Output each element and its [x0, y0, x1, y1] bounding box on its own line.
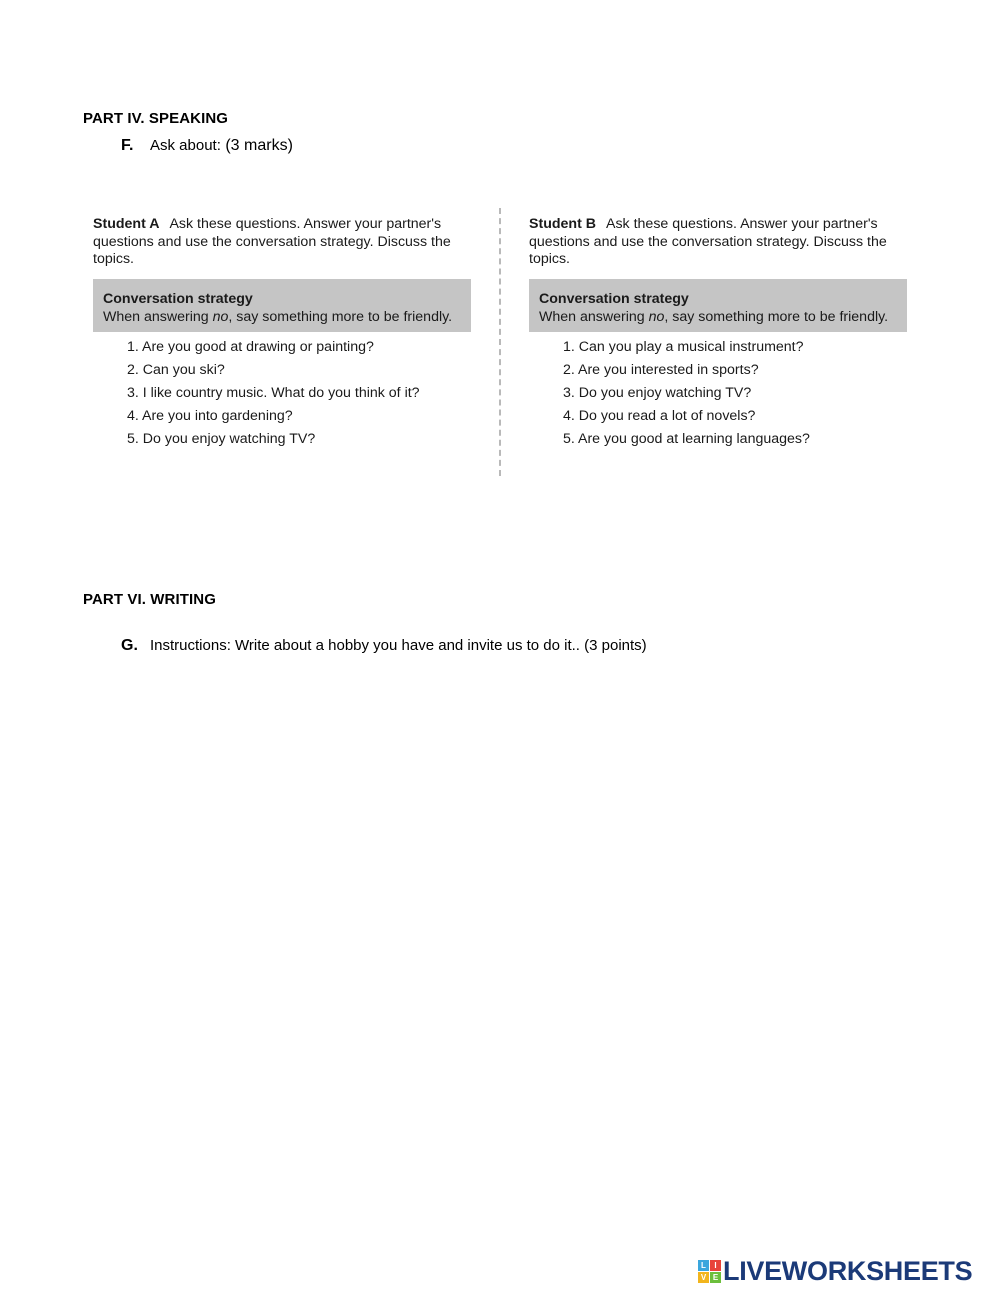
student-b-questions	[529, 336, 907, 451]
liveworksheets-logo	[698, 1256, 972, 1286]
question-item: 2. Can you ski?	[127, 361, 225, 378]
speaking-heading: PART IV. SPEAKING	[83, 110, 229, 127]
student-a-label: Student A	[93, 216, 160, 232]
student-a-card	[93, 216, 471, 451]
question-item: 3. I like country music. What do you think of it?	[127, 384, 420, 401]
item-text: Instructions: Write about a hobby you have and invite us to do it.. (3 points)	[150, 637, 647, 654]
conversation-strategy-box	[529, 279, 907, 332]
logo-mark-e: E	[710, 1272, 721, 1283]
question-item: 3. Do you enjoy watching TV?	[563, 384, 752, 401]
strategy-text-emphasis: no	[648, 308, 665, 325]
strategy-text	[103, 308, 461, 326]
student-b-card	[529, 216, 907, 451]
student-b-instructions: Ask these questions. Answer your partner's questions and use the conversation strategy. Discuss the topics.	[529, 216, 887, 268]
question-item: 1. Are you good at drawing or painting?	[127, 338, 374, 355]
card-divider	[499, 208, 501, 476]
item-text: Ask about:	[150, 137, 221, 154]
speaking-instruction	[121, 137, 293, 155]
student-b-intro	[529, 216, 907, 269]
item-marks: (3 marks)	[225, 137, 293, 154]
logo-mark-icon	[698, 1260, 721, 1283]
question-item: 2. Are you interested in sports?	[563, 361, 759, 378]
strategy-title: Conversation strategy	[103, 290, 253, 307]
strategy-text-emphasis: no	[212, 308, 229, 325]
strategy-text-post: , say something more to be friendly.	[228, 308, 453, 325]
question-item: 4. Do you read a lot of novels?	[563, 407, 756, 424]
student-a-questions	[93, 336, 471, 451]
strategy-title: Conversation strategy	[539, 290, 689, 307]
writing-heading: PART VI. WRITING	[83, 591, 216, 608]
student-b-label: Student B	[529, 216, 596, 232]
strategy-text-pre: When answering	[103, 308, 213, 325]
question-item: 4. Are you into gardening?	[127, 407, 293, 424]
logo-mark-v: V	[698, 1272, 709, 1283]
strategy-text	[539, 308, 897, 326]
writing-instruction	[121, 637, 647, 655]
conversation-strategy-box	[93, 279, 471, 332]
question-item: 5. Do you enjoy watching TV?	[127, 430, 316, 447]
item-letter: F.	[121, 137, 134, 154]
item-letter: G.	[121, 637, 138, 654]
strategy-text-post: , say something more to be friendly.	[664, 308, 889, 325]
question-item: 5. Are you good at learning languages?	[563, 430, 810, 447]
student-a-intro	[93, 216, 471, 269]
logo-mark-i: I	[710, 1260, 721, 1271]
student-a-instructions: Ask these questions. Answer your partner's questions and use the conversation strategy. Discuss the topics.	[93, 216, 451, 268]
logo-mark-l: L	[698, 1260, 709, 1271]
strategy-text-pre: When answering	[539, 308, 649, 325]
logo-text: LIVEWORKSHEETS	[723, 1255, 973, 1286]
question-item: 1. Can you play a musical instrument?	[563, 338, 804, 355]
